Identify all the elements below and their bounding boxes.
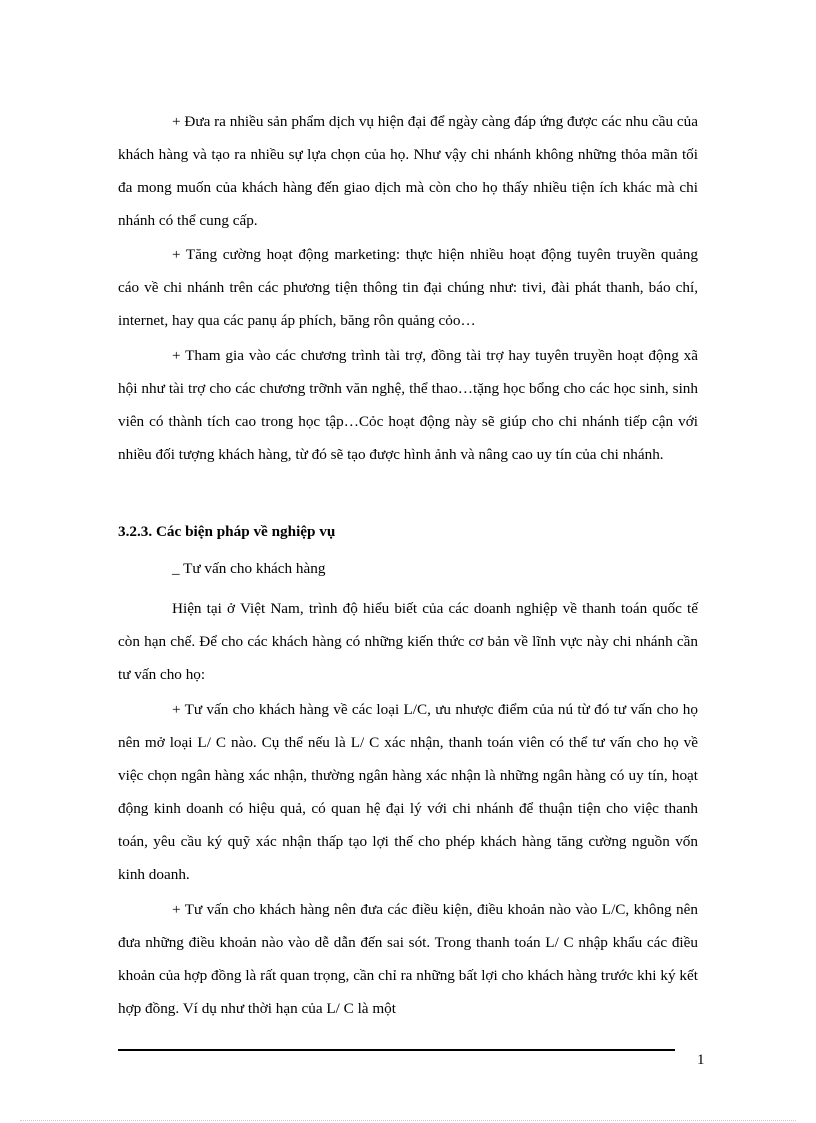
paragraph-sponsorship: + Tham gia vào các chương trình tài trợ, đồng tài trợ hay tuyên truyền hoạt động xã hội như tài trợ cho các chương trỡnh văn nghệ, thể thao…tặng học bổng cho các học sinh, sinh viên có thành tích cao trong học tập…Cỏc hoạt động này sẽ giúp cho chi nhánh tiếp cận với nhiều đối tượng khách hàng, từ đó sẽ tạo được hình ảnh và nâng cao uy tín của chi nhánh.	[118, 347, 698, 463]
paragraph-marketing: + Tăng cường hoạt động marketing: thực hiện nhiều hoạt động tuyên truyền quảng cáo về chi nhánh trên các phương tiện thông tin đại chúng như: tivi, đài phát thanh, báo chí, internet, hay qua các panụ áp phích, băng rôn quảng cỏo…	[118, 246, 698, 329]
section-heading: 3.2.3. Các biện pháp về nghiệp vụ	[118, 523, 336, 540]
subheading: _ Tư vấn cho khách hàng	[172, 560, 326, 577]
paragraph-products: + Đưa ra nhiều sản phẩm dịch vụ hiện đại để ngày càng đáp ứng được các nhu cầu của khách hàng và tạo ra nhiều sự lựa chọn của họ. Như vậy chi nhánh không những thỏa mãn tối đa mong muốn của khách hàng đến giao dịch mà còn cho họ thấy nhiều tiện ích khác mà chi nhánh có thể cung cấp.	[118, 113, 698, 229]
footer-divider	[118, 1049, 675, 1051]
paragraph-lc-terms: + Tư vấn cho khách hàng nên đưa các điều kiện, điều khoản nào vào L/C, không nên đưa những điều khoản nào vào dễ dẫn đến sai sót. Trong thanh toán L/ C nhập khẩu các điều khoản của hợp đồng là rất quan trọng, cần chỉ ra những bất lợi cho khách hàng trước khi ký kết hợp đồng. Ví dụ như thời hạn của L/ C là một	[118, 901, 698, 1017]
page-number: 1	[697, 1052, 705, 1068]
paragraph-lc-types: + Tư vấn cho khách hàng về các loại L/C, ưu nhược điểm của nú từ đó tư vấn cho họ nên mở loại L/ C nào. Cụ thể nếu là L/ C xác nhận, thanh toán viên có thể tư vấn cho họ về việc chọn ngân hàng xác nhận, thường ngân hàng xác nhận là những ngân hàng có uy tín, hoạt động kinh doanh có hiệu quả, có quan hệ đại lý với chi nhánh để thuận tiện cho việc thanh toán, yêu cầu ký quỹ xác nhận thấp tạo lợi thế cho phép khách hàng tăng cường nguồn vốn kinh doanh.	[118, 701, 698, 883]
page-bottom-border	[20, 1120, 796, 1121]
paragraph-intro: Hiện tại ở Việt Nam, trình độ hiểu biết của các doanh nghiệp về thanh toán quốc tế còn hạn chế. Để cho các khách hàng có những kiến thức cơ bản về lĩnh vực này chi nhánh cần tư vấn cho họ:	[118, 600, 698, 683]
